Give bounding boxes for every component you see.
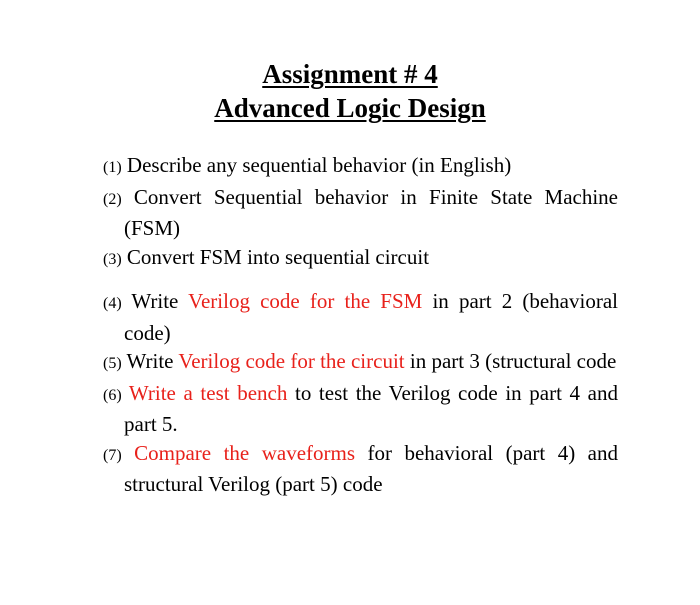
task-item-2 bbox=[103, 183, 618, 243]
task-item-6 bbox=[103, 379, 618, 439]
task-item-5 bbox=[103, 347, 618, 379]
task-text: for behavioral (part 4) and structural Verilog (part 5) code bbox=[124, 440, 618, 496]
task-text bbox=[122, 381, 129, 405]
task-list bbox=[103, 151, 618, 499]
task-text bbox=[122, 441, 134, 465]
slide-title: Assignment # 4 bbox=[262, 59, 438, 89]
task-text: Describe any sequential behavior (in English) bbox=[121, 153, 512, 177]
task-highlight: Verilog code for the circuit bbox=[178, 349, 405, 373]
task-highlight: Verilog code for the FSM bbox=[188, 289, 423, 313]
task-text: Write bbox=[121, 289, 189, 313]
task-item-1 bbox=[103, 151, 618, 183]
task-number: (1) bbox=[103, 159, 122, 176]
task-text: in part 3 (structural code bbox=[404, 349, 617, 373]
task-item-7 bbox=[103, 439, 618, 499]
slide-subtitle: Advanced Logic Design bbox=[214, 93, 486, 123]
task-number: (6) bbox=[103, 386, 122, 404]
task-text: to test the Verilog code in part 4 and part 5. bbox=[124, 380, 618, 436]
task-number: (3) bbox=[103, 250, 122, 268]
task-item-4 bbox=[103, 287, 618, 347]
task-text: Convert FSM into sequential circuit bbox=[121, 244, 430, 269]
task-number: (5) bbox=[103, 355, 122, 372]
task-text: in part 2 (behavioral code) bbox=[124, 289, 618, 345]
task-number: (2) bbox=[103, 190, 122, 208]
task-item-3 bbox=[103, 243, 618, 275]
task-highlight: Compare the waveforms bbox=[134, 440, 356, 465]
task-number: (7) bbox=[103, 446, 122, 464]
task-highlight: Write a test bench bbox=[128, 380, 288, 405]
task-number: (4) bbox=[103, 295, 122, 312]
task-text: Write bbox=[121, 349, 179, 373]
task-text: Convert Sequential behavior in Finite State Machine (FSM) bbox=[121, 184, 618, 240]
